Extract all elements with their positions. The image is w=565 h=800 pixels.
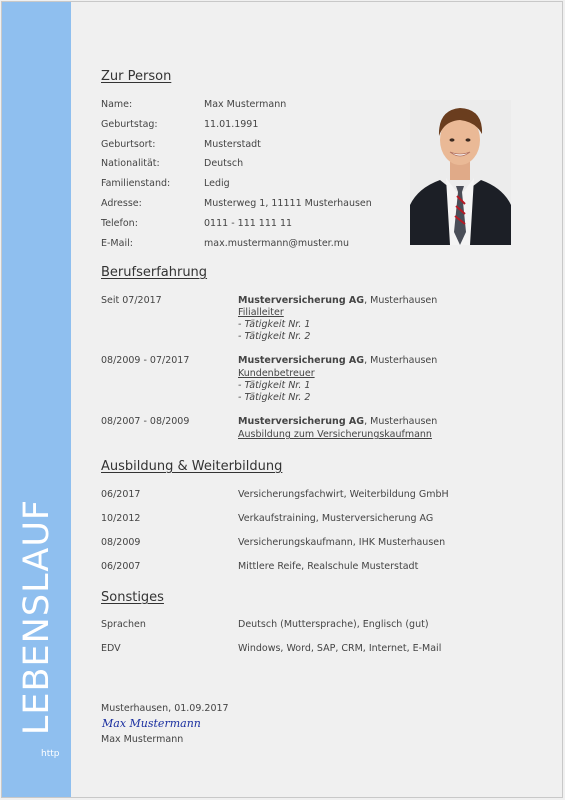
experience-company-3: Musterversicherung AG	[238, 416, 365, 427]
misc-label-it: EDV	[101, 643, 121, 654]
experience-task-1-2: - Tätigkeit Nr. 2	[238, 331, 311, 342]
profile-photo-drawing	[410, 100, 511, 245]
person-label-birthplace: Geburtsort:	[101, 139, 156, 150]
misc-label-languages: Sprachen	[101, 619, 146, 630]
experience-role-2: Kundenbetreuer	[238, 368, 315, 379]
education-text-4: Mittlere Reife, Realschule Musterstadt	[238, 561, 419, 572]
misc-text-languages: Deutsch (Muttersprache), Englisch (gut)	[238, 619, 429, 630]
section-heading-misc: Sonstiges	[101, 590, 164, 605]
experience-role-1: Filialleiter	[238, 307, 284, 318]
person-label-marital-status: Familienstand:	[101, 178, 171, 189]
experience-task-2-2: - Tätigkeit Nr. 2	[238, 392, 311, 403]
person-value-birthplace: Musterstadt	[204, 139, 261, 150]
education-date-4: 06/2007	[101, 561, 141, 572]
profile-photo	[410, 100, 511, 245]
place-date: Musterhausen, 01.09.2017	[101, 703, 229, 714]
experience-city-2: , Musterhausen	[364, 355, 438, 366]
signature: Max Mustermann	[102, 717, 201, 730]
section-heading-experience: Berufserfahrung	[101, 265, 208, 280]
person-value-nationality: Deutsch	[204, 158, 244, 169]
person-value-email: max.mustermann@muster.mu	[204, 238, 349, 249]
experience-city-1: , Musterhausen	[364, 295, 438, 306]
experience-employer-2	[238, 355, 437, 366]
education-text-2: Verkaufstraining, Musterversicherung AG	[238, 513, 434, 524]
education-text-1: Versicherungsfachwirt, Weiterbildung GmbH	[238, 489, 449, 500]
cv-page	[1, 1, 563, 798]
experience-city-3: , Musterhausen	[364, 416, 438, 427]
person-label-name: Name:	[101, 99, 133, 110]
experience-period-2: 08/2009 - 07/2017	[101, 355, 190, 366]
person-value-birthday: 11.01.1991	[204, 119, 259, 130]
experience-company-2: Musterversicherung AG	[238, 355, 365, 366]
experience-period-3: 08/2007 - 08/2009	[101, 416, 190, 427]
education-date-2: 10/2012	[101, 513, 141, 524]
section-heading-education: Ausbildung & Weiterbildung	[101, 459, 283, 474]
education-date-1: 06/2017	[101, 489, 141, 500]
experience-employer-3	[238, 416, 437, 427]
person-value-marital-status: Ledig	[204, 178, 230, 189]
experience-employer-1	[238, 295, 437, 306]
sidebar-note: http	[41, 749, 60, 759]
person-label-nationality: Nationalität:	[101, 158, 160, 169]
person-label-phone: Telefon:	[101, 218, 138, 229]
education-date-3: 08/2009	[101, 537, 141, 548]
section-heading-person: Zur Person	[101, 69, 172, 84]
experience-role-3: Ausbildung zum Versicherungskaufmann	[238, 429, 432, 440]
person-value-name: Max Mustermann	[204, 99, 287, 110]
experience-period-1: Seit 07/2017	[101, 295, 162, 306]
person-label-birthday: Geburtstag:	[101, 119, 158, 130]
experience-company-1: Musterversicherung AG	[238, 295, 365, 306]
person-label-address: Adresse:	[101, 198, 142, 209]
education-text-3: Versicherungskaufmann, IHK Musterhausen	[238, 537, 446, 548]
person-value-phone: 0111 - 111 111 11	[204, 218, 293, 229]
person-value-address: Musterweg 1, 11111 Musterhausen	[204, 198, 372, 209]
misc-text-it: Windows, Word, SAP, CRM, Internet, E-Mail	[238, 643, 442, 654]
person-label-email: E-Mail:	[101, 238, 133, 249]
experience-task-1-1: - Tätigkeit Nr. 1	[238, 319, 311, 330]
signer-name: Max Mustermann	[101, 734, 184, 745]
sidebar	[2, 2, 71, 797]
experience-task-2-1: - Tätigkeit Nr. 1	[238, 380, 311, 391]
sidebar-title: LEBENSLAUF	[17, 498, 57, 736]
